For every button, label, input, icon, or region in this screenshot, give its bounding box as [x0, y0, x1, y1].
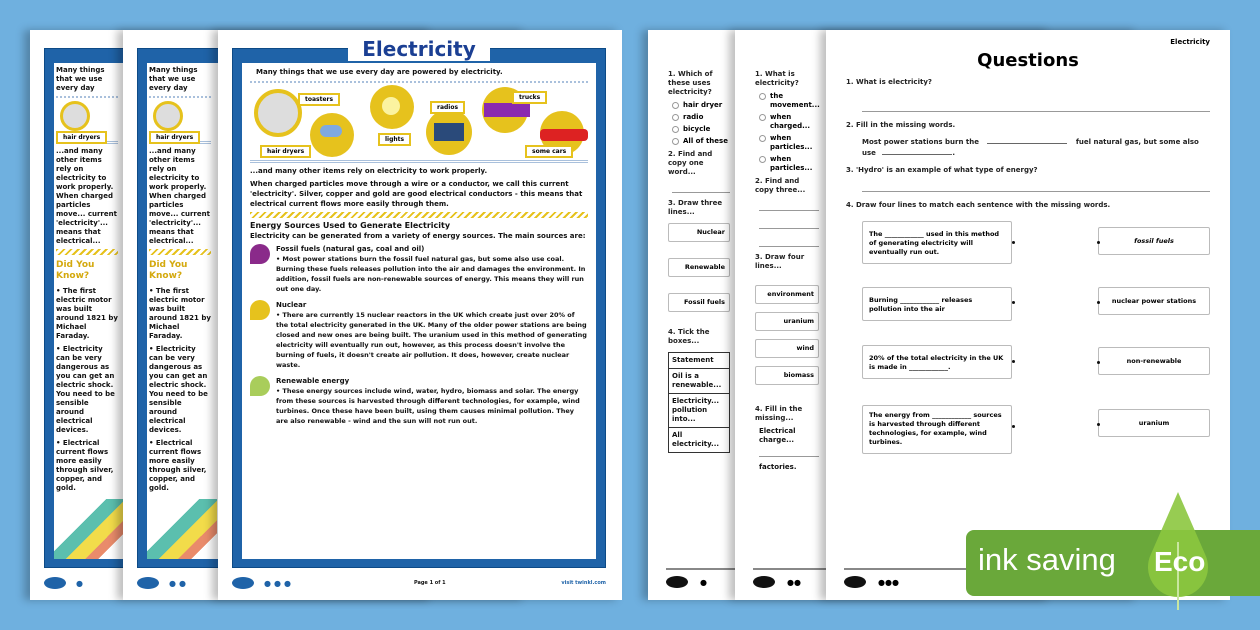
connector-dot[interactable] — [1012, 425, 1015, 428]
tick-table — [668, 352, 730, 453]
ink-saving-label: ink saving — [978, 542, 1116, 577]
item-label: hair dryers — [149, 131, 200, 144]
leaf-drop-icon — [1145, 492, 1211, 602]
source-name: Fossil fuels (natural gas, coal and oil) — [276, 245, 425, 253]
word-box: fossil fuels — [1098, 227, 1210, 255]
eco-label: Eco — [1154, 546, 1206, 577]
item-label: hair dryers — [56, 131, 107, 144]
toaster-image — [153, 101, 183, 131]
word-box: nuclear power stations — [1098, 287, 1210, 315]
table-row: Oil is a renewable... — [669, 369, 729, 394]
radio-button[interactable] — [759, 93, 766, 100]
option-label: hair dryer — [683, 101, 723, 109]
sheet-title: Electricity — [348, 37, 490, 61]
radio-button[interactable] — [759, 135, 766, 142]
connector-dot[interactable] — [1097, 241, 1100, 244]
match-box: biomass — [755, 366, 819, 385]
para: ...and many other items rely on electricity to work properly. When charged particles move... current 'electricity'... means that electrical... — [56, 147, 117, 245]
info-sheet — [218, 30, 622, 600]
option[interactable] — [759, 92, 819, 110]
intro-text: Many things that we use every day — [149, 63, 211, 98]
fact: • Electrical current flows more easily through silver, copper, and gold. — [149, 439, 207, 492]
toaster-image — [254, 89, 302, 137]
table-header: Statement — [669, 353, 729, 369]
twinkl-logo — [753, 576, 775, 588]
sheet-title: Questions — [977, 50, 1079, 71]
fact: • The first electric motor was built around 1821 by Michael Faraday. — [56, 287, 118, 340]
pictures — [149, 98, 211, 144]
radio-image — [426, 109, 472, 155]
source-renewable — [250, 376, 588, 426]
option[interactable] — [672, 137, 730, 146]
option-label: bicycle — [683, 125, 711, 133]
question-3: 3. Draw three lines... — [668, 199, 723, 216]
option[interactable] — [759, 155, 819, 173]
visible-column — [56, 63, 118, 493]
visible-column — [668, 66, 730, 453]
word-box: uranium — [1098, 409, 1210, 437]
level-dots: ● — [76, 578, 86, 588]
question-4: 4. Fill in the missing... — [755, 405, 803, 422]
question-2-text: Most power stations burn the fuel natural gas, but some also use . — [862, 138, 1199, 157]
question-3: 3. 'Hydro' is an example of what type of energy? — [846, 166, 1038, 174]
option[interactable] — [672, 101, 730, 110]
sentence-box: 20% of the total electricity in the UK is made in ____________. — [862, 345, 1012, 379]
blank-field[interactable] — [882, 154, 952, 155]
did-you-know-heading: Did You Know? — [56, 260, 95, 281]
question-2: 2. Find and copy one word... — [668, 150, 713, 176]
option-label: the movement... — [770, 92, 820, 109]
answer-line[interactable] — [759, 445, 819, 457]
radio-button[interactable] — [672, 102, 679, 109]
intro-text: Many things that we use every day — [56, 63, 118, 98]
answer-line[interactable] — [759, 235, 819, 247]
match-box: uranium — [755, 312, 819, 331]
fact: • The first electric motor was built around 1821 by Michael Faraday. — [149, 287, 211, 340]
level-dots: ●●● — [878, 577, 899, 587]
question-2: 2. Fill in the missing words. — [846, 121, 956, 129]
source-name: Renewable energy — [276, 377, 350, 385]
table-row: All electricity... — [672, 431, 720, 448]
match-box: Fossil fuels — [668, 293, 730, 312]
option-label: when particles... — [770, 134, 813, 151]
radio-button[interactable] — [759, 114, 766, 121]
question-2: 2. Find and copy three... — [755, 177, 806, 194]
toaster-image — [60, 101, 90, 131]
visible-column — [149, 63, 211, 493]
option-label: when charged... — [770, 113, 811, 130]
pictures — [56, 98, 118, 144]
source-text: • Most power stations burn the fossil fuel natural gas, but some also use coal. Burning these fuels releases pollution into the air and damages the environment. In addition, fossil fuels are non-renewable sources of energy. This means they will run out one day. — [276, 255, 586, 293]
option-label: All of these — [683, 137, 728, 145]
page-number: Page 1 of 1 — [413, 580, 446, 586]
question-3: 3. Draw four lines... — [755, 253, 805, 270]
visible-column — [755, 66, 819, 472]
fill-text: use — [862, 149, 876, 157]
level-dots: ●● — [787, 577, 801, 587]
twinkl-logo — [137, 577, 159, 589]
twinkl-logo — [232, 577, 254, 589]
connector-dot[interactable] — [1097, 423, 1100, 426]
ink-saving-eco-badge — [966, 530, 1260, 596]
level-dots: ● — [700, 577, 707, 587]
question-4: 4. Draw four lines to match each sentence with the missing words. — [846, 201, 1111, 209]
connector-dot[interactable] — [1097, 301, 1100, 304]
connector-dot[interactable] — [1012, 360, 1015, 363]
match-box: environment — [755, 285, 819, 304]
level-dots: ●● — [169, 578, 189, 588]
fill-text: Most power stations burn the — [862, 138, 979, 146]
question-1: 1. Which of these uses electricity? — [668, 70, 713, 96]
fill-text-end: factories. — [759, 463, 797, 471]
item-label-radios: radios — [430, 101, 465, 114]
cable-image — [147, 499, 217, 559]
option[interactable] — [672, 113, 730, 122]
radio-button[interactable] — [759, 156, 766, 163]
sentence-box: Burning ____________ releases pollution into the air — [862, 287, 1012, 321]
radio-button[interactable] — [672, 114, 679, 121]
twinkl-logo — [44, 577, 66, 589]
blank-field[interactable] — [987, 143, 1067, 144]
question-1: 1. What is electricity? — [755, 70, 799, 87]
answer-line[interactable] — [759, 199, 819, 211]
sentence-box: The energy from ____________ sources is harvested through different technologies, for example, wind turbines. — [862, 405, 1012, 454]
fact: • Electrical current flows more easily through silver, copper, and gold. — [56, 439, 114, 492]
sheet-header: Electricity — [1170, 38, 1210, 46]
intro-text: Many things that we use every day are powered by electricity. — [250, 63, 588, 83]
matching-area — [846, 217, 1210, 467]
question-4: 4. Tick the boxes... — [668, 328, 710, 345]
option[interactable] — [759, 134, 819, 152]
match-box: wind — [755, 339, 819, 358]
light-bulb-image — [370, 85, 414, 129]
cable-image — [54, 499, 124, 559]
fill-text: Electrical charge... — [759, 427, 796, 444]
item-label-some-cars: some cars — [525, 145, 573, 158]
para-1: ...and many other items rely on electricity to work properly. — [250, 167, 488, 175]
source-nuclear — [250, 300, 588, 370]
para-2: When charged particles move through a wire or a conductor, we call this current 'electricity'. Silver, copper and gold are good electrical conductors - this means that electrical current flows more easily through them. — [250, 180, 583, 208]
leaf-icon — [250, 376, 270, 396]
connector-dot[interactable] — [1097, 361, 1100, 364]
section-intro: Electricity can be generated from a variety of energy sources. The main sources are: — [250, 232, 586, 240]
hair-dryer-image — [310, 113, 354, 157]
item-label-trucks: trucks — [512, 91, 547, 104]
fact: • Electricity can be very dangerous as you can get an electric shock. You need to be sensible around electrical devices. — [149, 345, 208, 434]
divider — [56, 249, 118, 255]
option[interactable] — [759, 113, 819, 131]
twinkl-logo — [844, 576, 866, 588]
level-dots: ●●● — [264, 578, 294, 588]
source-text: • These energy sources include wind, water, hydro, biomass and solar. The energy from these sources is harvested through different technologies, for example, wind turbines. Once these have been built, using them causes minimal pollution. They are also renewable - wind and the sun will not run out. — [276, 387, 580, 425]
oil-drop-icon — [250, 244, 270, 264]
question-1: 1. What is electricity? — [846, 78, 932, 86]
answer-line-3[interactable] — [862, 182, 1210, 192]
match-box: Renewable — [668, 258, 730, 277]
nuclear-icon — [250, 300, 270, 320]
match-box: Nuclear — [668, 223, 730, 242]
item-label-toasters: toasters — [298, 93, 340, 106]
option-label: radio — [683, 113, 704, 121]
answer-line[interactable] — [672, 181, 730, 193]
option-label: when particles... — [770, 155, 813, 172]
footer — [232, 574, 606, 592]
source-text: • There are currently 15 nuclear reactors in the UK which create just over 20% of the total electricity generated in the UK. Many of the older power stations are being closed and new ones are being built. The uranium used in this method of generating electricity will eventually run out, however, as this process doesn't involve the burning of fuels, it doesn't create air pollution. It does, however, create nuclear waste. — [276, 311, 587, 369]
source-name: Nuclear — [276, 301, 307, 309]
radio-button[interactable] — [672, 126, 679, 133]
item-label-hair-dryers: hair dryers — [260, 145, 311, 158]
para: ...and many other items rely on electricity to work properly. When charged particles move... current 'electricity'... means that electrical... — [149, 147, 210, 245]
fact: • Electricity can be very dangerous as you can get an electric shock. You need to be sensible around electrical devices. — [56, 345, 115, 434]
answer-line-1[interactable] — [862, 94, 1210, 112]
option[interactable] — [672, 125, 730, 134]
connector-dot[interactable] — [1012, 241, 1015, 244]
item-label-lights: lights — [378, 133, 411, 146]
radio-button[interactable] — [672, 138, 679, 145]
fill-text: fuel natural gas, but some also — [1075, 138, 1199, 146]
source-fossil-fuels — [250, 244, 588, 294]
did-you-know-heading: Did You Know? — [149, 260, 188, 281]
pictures — [250, 83, 588, 163]
answer-line[interactable] — [759, 217, 819, 229]
sentence-box: The ____________ used in this method of generating electricity will eventually run out. — [862, 221, 1012, 264]
connector-dot[interactable] — [1012, 301, 1015, 304]
twinkl-logo — [666, 576, 688, 588]
table-row: Electricity... pollution into... — [669, 394, 729, 428]
wavy-divider — [250, 212, 588, 218]
divider — [149, 249, 211, 255]
section-heading: Energy Sources Used to Generate Electricity — [250, 221, 451, 230]
footer-link[interactable]: visit twinkl.com — [561, 580, 606, 586]
word-box: non-renewable — [1098, 347, 1210, 375]
